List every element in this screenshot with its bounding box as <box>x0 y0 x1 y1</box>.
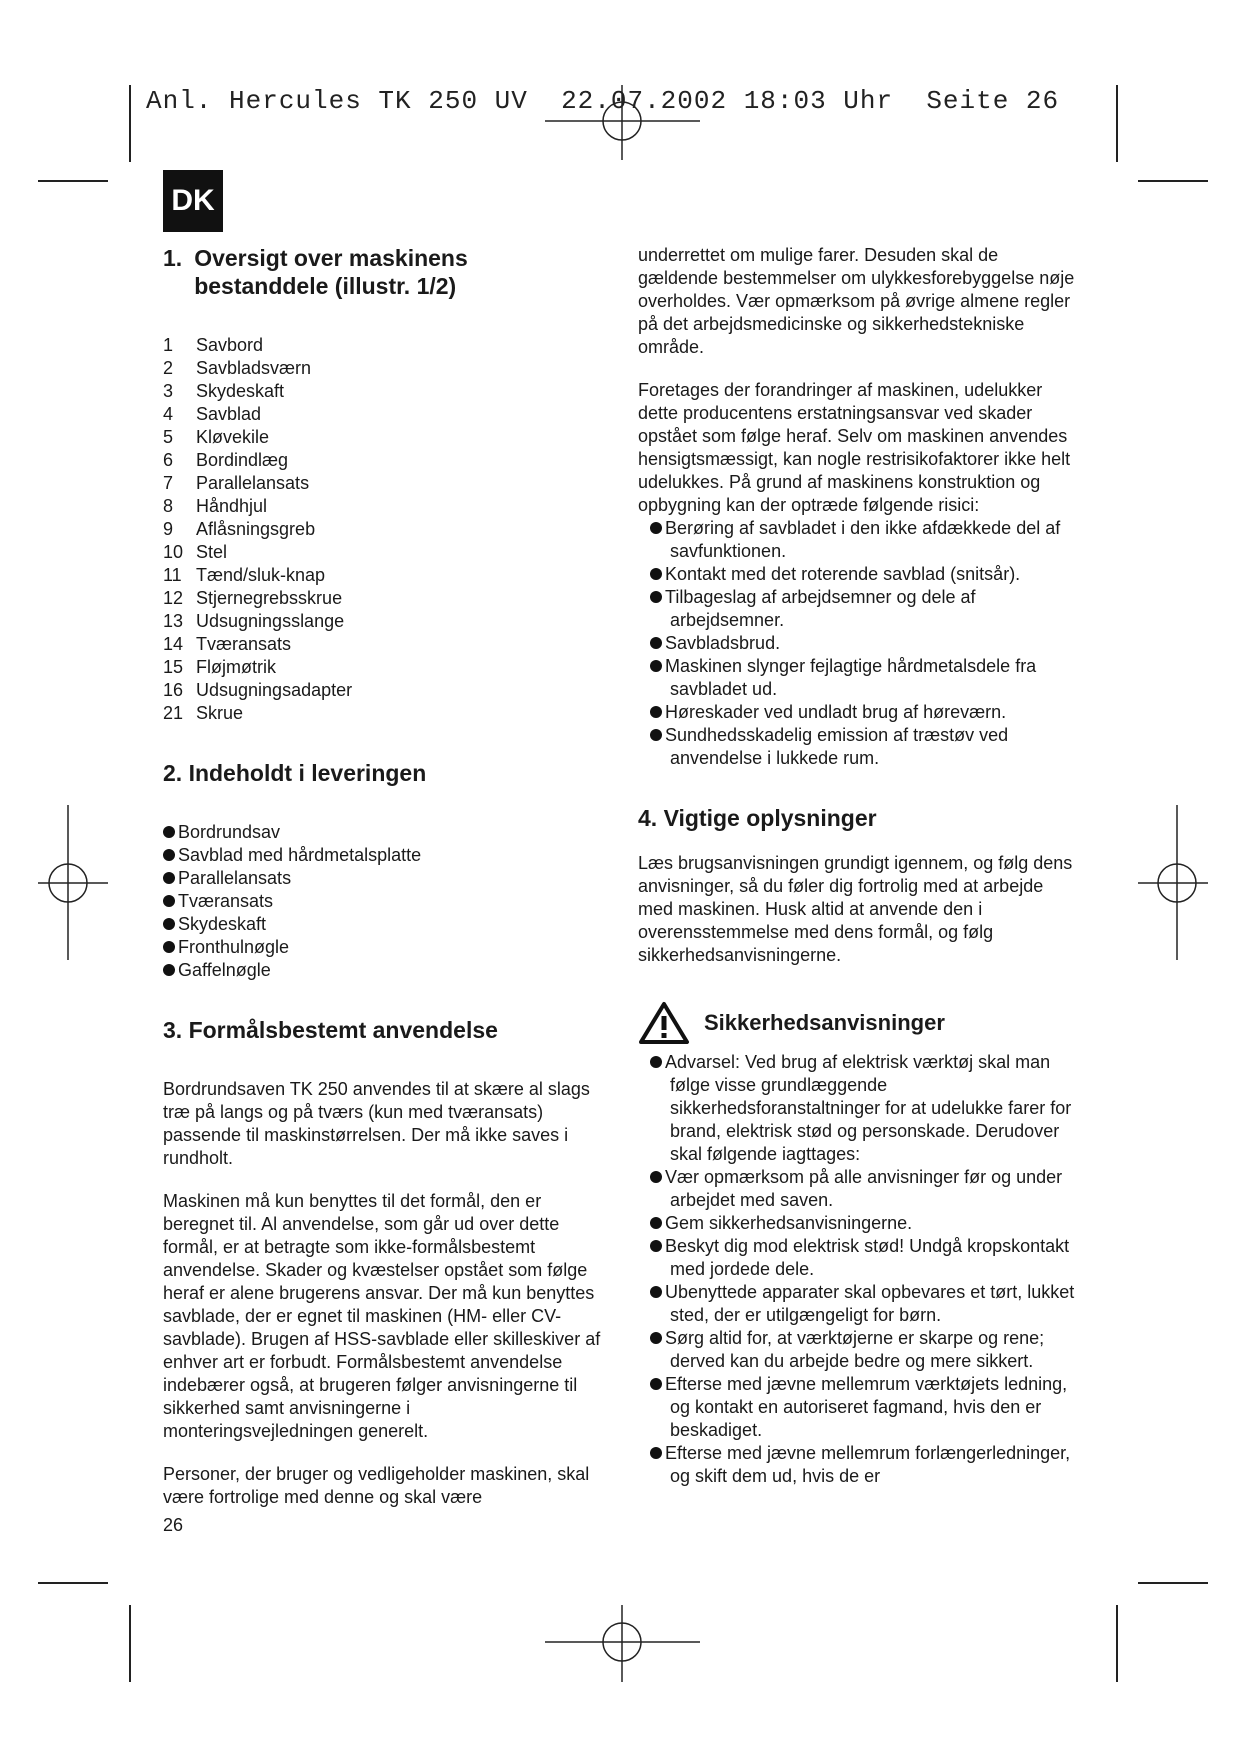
section-4-heading: 4. Vigtige oplysninger <box>638 805 877 831</box>
parts-list-item <box>163 495 603 518</box>
delivery-item-text: Bordrundsav <box>178 822 281 842</box>
bullet-dot-icon <box>163 895 175 907</box>
part-number: 12 <box>163 588 184 608</box>
right-column <box>638 244 1078 1488</box>
part-number: 5 <box>163 427 174 447</box>
part-name: Udsugningsslange <box>196 611 345 631</box>
registration-mark-left <box>38 805 108 960</box>
part-number: 4 <box>163 404 174 424</box>
part-number: 15 <box>163 657 184 677</box>
risk-item <box>638 701 1078 724</box>
part-number: 16 <box>163 680 184 700</box>
part-number: 7 <box>163 473 174 493</box>
risk-item-text: Sundhedsskadelig emission af træstøv ved anvendelse i lukkede rum. <box>665 725 1009 768</box>
section-1-title <box>194 244 468 300</box>
parts-list-item <box>163 403 603 426</box>
safety-item-text: Beskyt dig mod elektrisk stød! Undgå kropskontakt med jordede dele. <box>665 1236 1070 1279</box>
part-name: Savbord <box>196 335 264 355</box>
section-1-title-line1: Oversigt over maskinens <box>194 245 468 271</box>
part-number: 6 <box>163 450 174 470</box>
bullet-dot-icon <box>650 1240 662 1252</box>
risk-list <box>638 517 1078 770</box>
delivery-item-text: Gaffelnøgle <box>178 960 271 980</box>
bullet-dot-icon <box>650 706 662 718</box>
delivery-item-text: Savblad med hårdmetalsplatte <box>178 845 422 865</box>
part-number: 14 <box>163 634 184 654</box>
delivery-item-text: Parallelansats <box>178 868 292 888</box>
parts-list-item <box>163 449 603 472</box>
safety-item-text: Efterse med jævne mellemrum forlængerledninger, og skift dem ud, hvis de er <box>665 1443 1071 1486</box>
registration-mark-right <box>1138 805 1208 960</box>
page-number: 26 <box>163 1515 184 1535</box>
safety-item <box>638 1235 1078 1281</box>
section-4-paragraph: Læs brugsanvisningen grundigt igennem, og følg dens anvisninger, så du føler dig fortrolig med at arbejde med maskinen. Husk altid at anvende den i overensstemmelse med dens formål, og følg sikkerhedsanvisningerne. <box>638 853 1073 965</box>
part-number: 2 <box>163 358 174 378</box>
left-column <box>163 244 603 1509</box>
risk-item <box>638 655 1078 701</box>
parts-list-item <box>163 426 603 449</box>
delivery-item <box>163 844 603 867</box>
part-name: Stjernegrebsskrue <box>196 588 343 608</box>
safety-item-text: Gem sikkerhedsanvisningerne. <box>665 1213 913 1233</box>
parts-list-item <box>163 610 603 633</box>
bullet-dot-icon <box>650 1217 662 1229</box>
safety-item <box>638 1051 1078 1166</box>
risk-item-text: Maskinen slynger fejlagtige hårdmetalsdele fra savbladet ud. <box>665 656 1037 699</box>
safety-item <box>638 1442 1078 1488</box>
risk-item-text: Tilbageslag af arbejdsemner og dele af arbejdsemner. <box>665 587 976 630</box>
section-1-number: 1. <box>163 245 183 271</box>
delivery-item-text: Fronthulnøgle <box>178 937 290 957</box>
bullet-dot-icon <box>650 637 662 649</box>
safety-item-text: Efterse med jævne mellemrum værktøjets ledning, og kontakt en autoriseret fagmand, hvis den er beskadiget. <box>665 1374 1068 1440</box>
parts-list <box>163 334 603 725</box>
parts-list-item <box>163 564 603 587</box>
delivery-list <box>163 821 603 982</box>
parts-list-item <box>163 656 603 679</box>
part-name: Håndhjul <box>196 496 268 516</box>
parts-list-item <box>163 380 603 403</box>
risk-item-text: Savbladsbrud. <box>665 633 781 653</box>
part-name: Tænd/sluk-knap <box>196 565 326 585</box>
bullet-dot-icon <box>163 941 175 953</box>
risk-item-text: Berøring af savbladet i den ikke afdækkede del af savfunktionen. <box>665 518 1061 561</box>
safety-item <box>638 1212 1078 1235</box>
safety-item-text: Ubenyttede apparater skal opbevares et tørt, lukket sted, der er utilgængeligt for børn. <box>665 1282 1075 1325</box>
part-name: Bordindlæg <box>196 450 289 470</box>
delivery-item <box>163 890 603 913</box>
safety-heading <box>638 1001 1078 1045</box>
right-paragraph-1: underrettet om mulige farer. Desuden skal de gældende bestemmelser om ulykkesforebyggelse nøje overholdes. Vær opmærksom på øvrige almene regler på det arbejdsmedicinske og sikkerhedstekniske område. <box>638 245 1075 357</box>
delivery-item-text: Skydeskaft <box>178 914 267 934</box>
risk-item-text: Kontakt med det roterende savblad (snitsår). <box>665 564 1021 584</box>
safety-item-text: Sørg altid for, at værktøjerne er skarpe og rene; derved kan du arbejde bedre og mere sikkert. <box>665 1328 1045 1371</box>
section-1-heading <box>163 244 603 300</box>
safety-item-text: Vær opmærksom på alle anvisninger før og under arbejdet med saven. <box>665 1167 1063 1210</box>
parts-list-item <box>163 679 603 702</box>
section-3-paragraph-2: Maskinen må kun benyttes til det formål, den er beregnet til. Al anvendelse, som går ud over dette formål, er at betragte som ikke-formålsbestemt anvendelse. Skader og kvæstelser opstået som følge heraf er alene brugerens ansvar. Der må kun benyttes savblade, der er egnet til maskinen (HM- eller CV-savblade). Brugen af HSS-savblade eller skilleskiver af enhver art er forbudt. Formålsbestemt anvendelse indebærer også, at brugeren følger anvisningerne til sikkerhed samt anvisningerne i monteringsvejledningen generelt. <box>163 1191 601 1441</box>
part-number: 10 <box>163 542 184 562</box>
safety-title: Sikkerhedsanvisninger <box>704 1010 945 1035</box>
part-number: 21 <box>163 703 184 723</box>
bullet-dot-icon <box>163 964 175 976</box>
bullet-dot-icon <box>650 591 662 603</box>
part-number: 1 <box>163 335 174 355</box>
part-name: Stel <box>196 542 228 562</box>
part-name: Kløvekile <box>196 427 270 447</box>
risk-item-text: Høreskader ved undladt brug af høreværn. <box>665 702 1007 722</box>
safety-item <box>638 1166 1078 1212</box>
delivery-item <box>163 821 603 844</box>
part-name: Udsugningsadapter <box>196 680 353 700</box>
print-header: Anl. Hercules TK 250 UV 22.07.2002 18:03 Uhr Seite 26 <box>146 86 1060 116</box>
risk-item <box>638 724 1078 770</box>
safety-list <box>638 1051 1078 1488</box>
delivery-item <box>163 936 603 959</box>
part-number: 13 <box>163 611 184 631</box>
delivery-item <box>163 867 603 890</box>
right-paragraph-2: Foretages der forandringer af maskinen, udelukker dette producentens erstatningsansvar ved skader opstået som følge heraf. Selv om maskinen anvendes hensigtsmæssigt, kan nogle restrisikofaktorer ikke helt udelukkes. På grund af maskinens konstruktion og opbygning kan der optræde følgende risici: <box>638 380 1071 515</box>
parts-list-item <box>163 702 603 725</box>
part-name: Parallelansats <box>196 473 310 493</box>
safety-item <box>638 1373 1078 1442</box>
parts-list-item <box>163 518 603 541</box>
delivery-item <box>163 913 603 936</box>
section-3-heading: 3. Formålsbestemt anvendelse <box>163 1017 498 1043</box>
bullet-dot-icon <box>650 1378 662 1390</box>
language-badge: DK <box>163 170 223 232</box>
bullet-dot-icon <box>650 1447 662 1459</box>
section-3-paragraph-3: Personer, der bruger og vedligeholder maskinen, skal være fortrolige med denne og skal være <box>163 1464 590 1507</box>
risk-item <box>638 632 1078 655</box>
risk-item <box>638 563 1078 586</box>
delivery-item-text: Tværansats <box>178 891 274 911</box>
parts-list-item <box>163 633 603 656</box>
part-name: Savblad <box>196 404 262 424</box>
bullet-dot-icon <box>650 568 662 580</box>
safety-item <box>638 1327 1078 1373</box>
part-name: Tværansats <box>196 634 292 654</box>
bullet-dot-icon <box>650 1056 662 1068</box>
part-number: 11 <box>163 565 182 585</box>
part-number: 8 <box>163 496 174 516</box>
bullet-dot-icon <box>163 872 175 884</box>
delivery-item <box>163 959 603 982</box>
risk-item <box>638 586 1078 632</box>
part-number: 3 <box>163 381 174 401</box>
part-number: 9 <box>163 519 174 539</box>
bullet-dot-icon <box>650 660 662 672</box>
bullet-dot-icon <box>163 918 175 930</box>
bullet-dot-icon <box>650 1171 662 1183</box>
parts-list-item <box>163 357 603 380</box>
part-name: Skydeskaft <box>196 381 285 401</box>
bullet-dot-icon <box>650 1286 662 1298</box>
bullet-dot-icon <box>650 522 662 534</box>
registration-mark-bottom <box>545 1605 700 1682</box>
parts-list-item <box>163 334 603 357</box>
parts-list-item <box>163 472 603 495</box>
part-name: Fløjmøtrik <box>196 657 276 677</box>
parts-list-item <box>163 587 603 610</box>
part-name: Aflåsningsgreb <box>196 519 316 539</box>
parts-list-item <box>163 541 603 564</box>
warning-triangle-icon <box>638 1001 690 1045</box>
bullet-dot-icon <box>163 849 175 861</box>
bullet-dot-icon <box>650 729 662 741</box>
risk-item <box>638 517 1078 563</box>
section-2-heading: 2. Indeholdt i leveringen <box>163 760 427 786</box>
part-name: Savbladsværn <box>196 358 312 378</box>
section-3-paragraph-1: Bordrundsaven TK 250 anvendes til at skære al slags træ på langs og på tværs (kun med tværansats) passende til maskinstørrelsen. Der må ikke saves i rundholt. <box>163 1079 590 1168</box>
section-1-title-line2: bestanddele (illustr. 1/2) <box>194 273 457 299</box>
safety-item <box>638 1281 1078 1327</box>
bullet-dot-icon <box>163 826 175 838</box>
part-name: Skrue <box>196 703 244 723</box>
bullet-dot-icon <box>650 1332 662 1344</box>
safety-item-text: Advarsel: Ved brug af elektrisk værktøj skal man følge visse grundlæggende sikkerhedsforanstaltninger for at udelukke farer for brand, elektrisk stød og personskade. Derudover skal følgende iagttages: <box>665 1052 1072 1164</box>
